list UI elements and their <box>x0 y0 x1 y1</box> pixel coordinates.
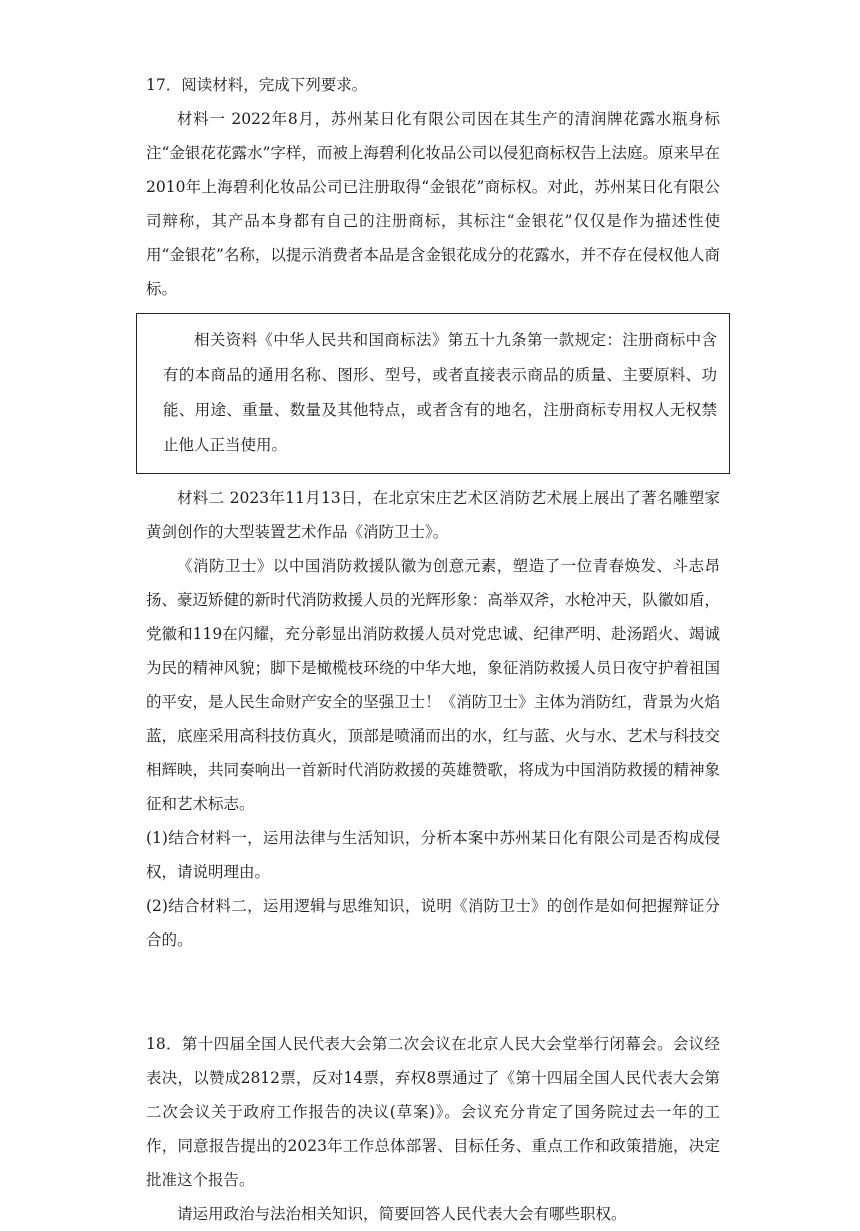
q17-material-2: 材料二 2023年11月13日，在北京宋庄艺术区消防艺术展上展出了著名雕塑家黄剑创作的大型装置艺术作品《消防卫士》。 <box>146 489 720 541</box>
q17-subquestion-1: (1)结合材料一，运用法律与生活知识，分析本案中苏州某日化有限公司是否构成侵权，请说明理由。 <box>146 829 720 881</box>
q17-subquestion-2: (2)结合材料二，运用逻辑与思维知识，说明《消防卫士》的创作是如何把握辩证分合的。 <box>146 897 720 949</box>
q18-question: 请运用政治与法治相关知识，简要回答人民代表大会有哪些职权。 <box>177 1205 627 1223</box>
q17-heading: 17．阅读材料，完成下列要求。 <box>146 76 368 94</box>
q17-material-2-body: 《消防卫士》以中国消防救援队徽为创意元素，塑造了一位青春焕发、斗志昂扬、豪迈矫健的新时代消防救援人员的光辉形象：高举双斧，水枪冲天，队徽如盾，党徽和119在闪耀，充分彰显出消防救援人员对党忠诚、纪律严明、赴汤蹈火、竭诚为民的精神风貌；脚下是橄榄枝环绕的中华大地，象征消防救援人员日夜守护着祖国的平安，是人民生命财产安全的坚强卫士！《消防卫士》主体为消防红，背景为火焰蓝，底座采用高科技仿真火，顶部是喷涌而出的水，红与蓝、火与水、艺术与科技交相辉映，共同奏响出一首新时代消防救援的英雄赞歌，将成为中国消防救援的精神象征和艺术标志。 <box>146 557 720 813</box>
q17-material-1: 材料一 2022年8月，苏州某日化有限公司因在其生产的清润牌花露水瓶身标注“金银花花露水”字样，而被上海碧利化妆品公司以侵犯商标权告上法庭。原来早在2010年上海碧利化妆品公司已注册取得“金银花”商标权。对此，苏州某日化有限公司辩称，其产品本身都有自己的注册商标，其标注“金银花”仅仅是作为描述性使用“金银花”名称，以提示消费者本品是含金银花成分的花露水，并不存在侵权他人商标。 <box>146 110 720 298</box>
q18-body: 18．第十四届全国人民代表大会第二次会议在北京人民大会堂举行闭幕会。会议经表决，以赞成2812票，反对14票，弃权8票通过了《第十四届全国人民代表大会第二次会议关于政府工作报告的决议(草案)》。会议充分肯定了国务院过去一年的工作，同意报告提出的2023年工作总体部署、目标任务、重点工作和政策措施，决定批准这个报告。 <box>146 1035 720 1189</box>
answer-space <box>146 957 720 1027</box>
reference-box <box>136 313 730 474</box>
document-content <box>146 68 720 1231</box>
reference-box-text: 相关资料《中华人民共和国商标法》第五十九条第一款规定：注册商标中含有的本商品的通用名称、图形、型号，或者直接表示商品的质量、主要原料、功能、用途、重量、数量及其他特点，或者含有的地名，注册商标专用权人无权禁止他人正当使用。 <box>163 331 717 454</box>
